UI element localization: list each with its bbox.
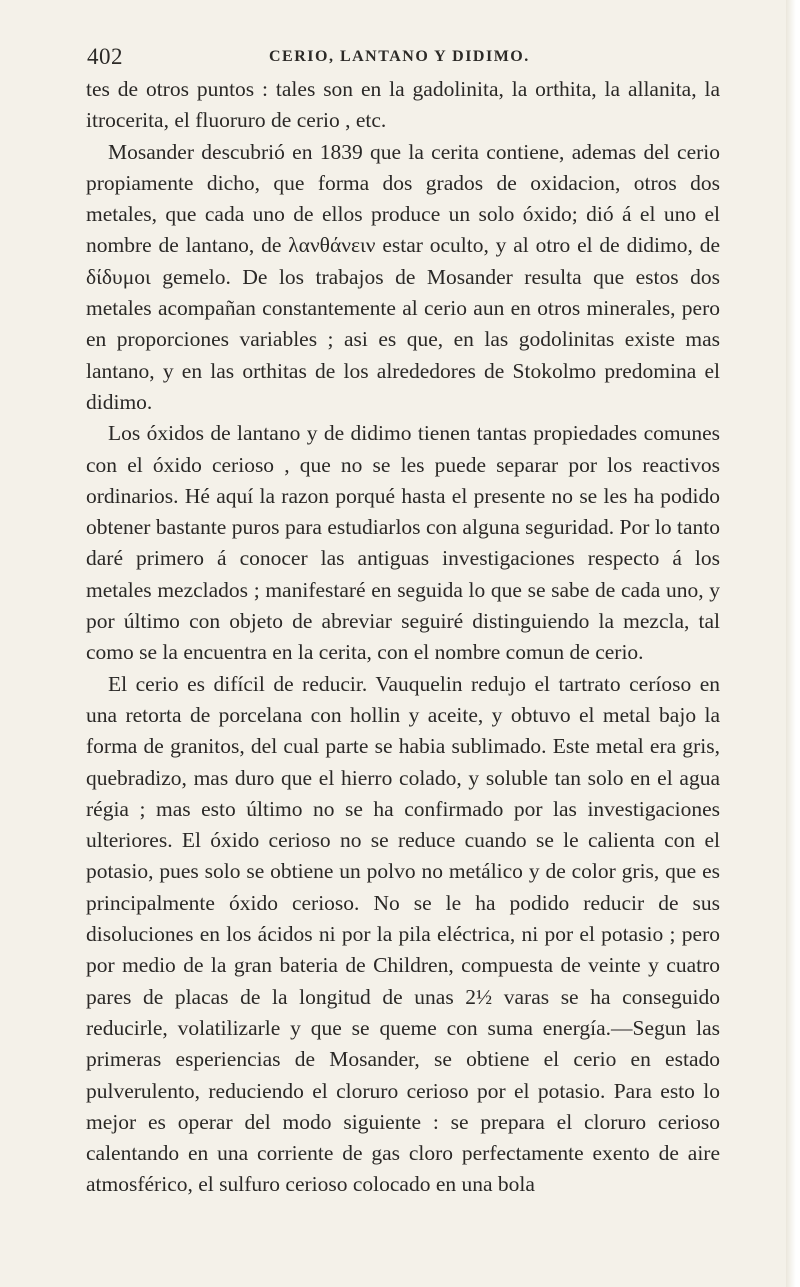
page-header [87, 44, 707, 74]
body-text [86, 74, 720, 1201]
page-number: 402 [87, 44, 123, 69]
running-head: CERIO, LANTANO Y DIDIMO. [269, 48, 530, 65]
paragraph-continuation: tes de otros puntos : tales son en la gadolinita, la orthita, la allanita, la itrocerita, el fluoruro de cerio , etc. [86, 77, 720, 133]
paragraph-oxides-properties: Los óxidos de lantano y de didimo tienen tantas propiedades comunes con el óxido cerioso , que no se les puede separar por los reactivos ordinarios. Hé aquí la razon porqué hasta el presente no se les ha podido obtener bastante puros para estudiarlos con alguna seguridad. Por lo tanto daré primero á conocer las antiguas investigaciones respecto á los metales mezclados ; manifestaré en seguida lo que se sabe de cada uno, y por último con objeto de abreviar seguiré distinguiendo la mezcla, tal como se la encuentra en la cerita, con el nombre comun de cerio. [86, 421, 720, 665]
paragraph-cerium-reduction: El cerio es difícil de reducir. Vauquelin redujo el tartrato ceríoso en una retorta de porcelana con hollin y aceite, y obtuvo el metal bajo la forma de granitos, del cual parte se habia sublimado. Este metal era gris, quebradizo, mas duro que el hierro colado, y soluble tan solo en el agua régia ; mas esto último no se ha confirmado por las investigaciones ulteriores. El óxido cerioso no se reduce cuando se le calienta con el potasio, pues solo se obtiene un polvo no metálico y de color gris, que es principalmente óxido cerioso. No se le ha podido reducir de sus disoluciones en los ácidos ni por la pila eléctrica, ni por el potasio ; pero por medio de la gran bateria de Children, compuesta de veinte y cuatro pares de placas de la longitud de unas 2½ varas se ha conseguido reducirle, volatilizarle y que se queme con suma energía.—Segun las primeras esperiencias de Mosander, se obtiene el cerio en estado pulverulento, reduciendo el cloruro cerioso por el potasio. Para esto lo mejor es operar del modo siguiente : se prepara el cloruro cerioso calentando en una corriente de gas cloro perfectamente exento de aire atmosférico, el sulfuro cerioso colocado en una bola [86, 671, 720, 1197]
page-edge-shadow [786, 0, 800, 1287]
paragraph-mosander-discovery: Mosander descubrió en 1839 que la cerita contiene, ademas del cerio propiamente dicho, que forma dos grados de oxidacion, otros dos metales, que cada uno de ellos produce un solo óxido; dió á el uno el nombre de lantano, de λανθάνειν estar oculto, y al otro el de didimo, de δίδυμοι gemelo. De los trabajos de Mosander resulta que estos dos metales acompañan constantemente al cerio aun en otros minerales, pero en proporciones variables ; asi es que, en las godolinitas existe mas lantano, y en las orthitas de los alrededores de Stokolmo predomina el didimo. [86, 139, 720, 414]
